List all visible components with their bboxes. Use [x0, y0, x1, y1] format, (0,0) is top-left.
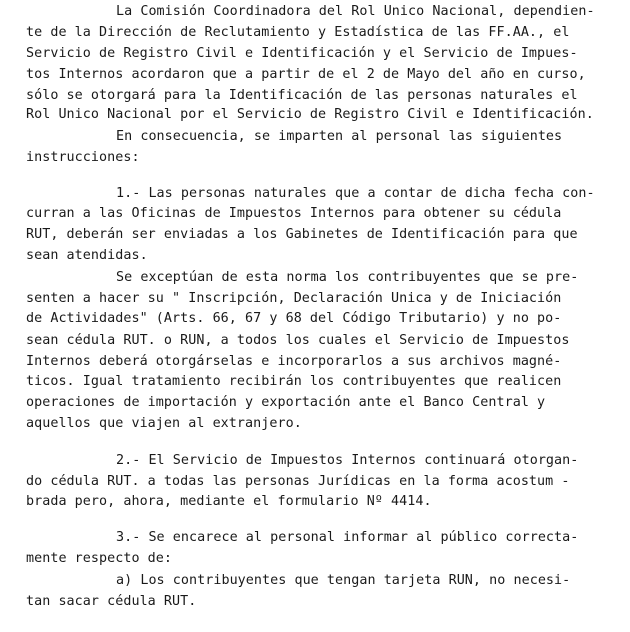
exception-line-7: operaciones de importación y exportación ante el Banco Central y — [26, 395, 546, 410]
exception-line-8: aquellos que viajen al extranjero. — [26, 416, 302, 431]
item3-line-2: mente respecto de: — [26, 551, 173, 566]
exception-line-3: de Actividades" (Arts. 66, 67 y 68 del Código Tributario) y no po- — [26, 311, 562, 326]
intro-line-5: sólo se otorgará para la Identificación de las personas naturales el — [26, 88, 578, 103]
exception-line-5: Internos deberá otorgárselas e incorporarlos a sus archivos magné- — [26, 354, 562, 369]
item2-line-1: 2.- El Servicio de Impuestos Internos continuará otorgan- — [116, 453, 579, 468]
intro-line-3: Servicio de Registro Civil e Identificación y el Servicio de Impues- — [26, 46, 578, 61]
exception-line-6: ticos. Igual tratamiento recibirán los contribuyentes que realicen — [26, 374, 562, 389]
item3-line-1: 3.- Se encarece al personal informar al público correcta- — [116, 530, 579, 545]
intro-line-1: La Comisión Coordinadora del Rol Unico Nacional, dependien- — [116, 4, 595, 19]
item1-line-2: curran a las Oficinas de Impuestos Internos para obtener su cédula — [26, 206, 562, 221]
item2-line-2: do cédula RUT. a todas las personas Jurídicas en la forma acostum - — [26, 474, 570, 489]
intro-line-6: Rol Unico Nacional por el Servicio de Registro Civil e Identificación. — [26, 107, 594, 122]
item3a-line-2: tan sacar cédula RUT. — [26, 594, 197, 609]
item1-line-3: RUT, deberán ser enviadas a los Gabinetes de Identificación para que — [26, 227, 578, 242]
exception-line-1: Se exceptúan de esta norma los contribuyentes que se pre- — [116, 270, 579, 285]
intro-line-2: te de la Dirección de Reclutamiento y Estadística de las FF.AA., el — [26, 25, 570, 40]
item1-line-4: sean atendidas. — [26, 248, 148, 263]
exception-line-4: sean cédula RUT. o RUN, a todos los cuales el Servicio de Impuestos — [26, 333, 570, 348]
intro-line-8: instrucciones: — [26, 150, 140, 165]
intro-line-4: tos Internos acordaron que a partir de el 2 de Mayo del año en curso, — [26, 67, 586, 82]
intro-line-7: En consecuencia, se imparten al personal las siguientes — [116, 129, 563, 144]
item2-line-3: brada pero, ahora, mediante el formulario Nº 4414. — [26, 494, 432, 509]
exception-line-2: senten a hacer su " Inscripción, Declaración Unica y de Iniciación — [26, 291, 562, 306]
item1-line-1: 1.- Las personas naturales que a contar de dicha fecha con- — [116, 186, 595, 201]
item3a-line-1: a) Los contribuyentes que tengan tarjeta RUN, no necesi- — [116, 573, 571, 588]
